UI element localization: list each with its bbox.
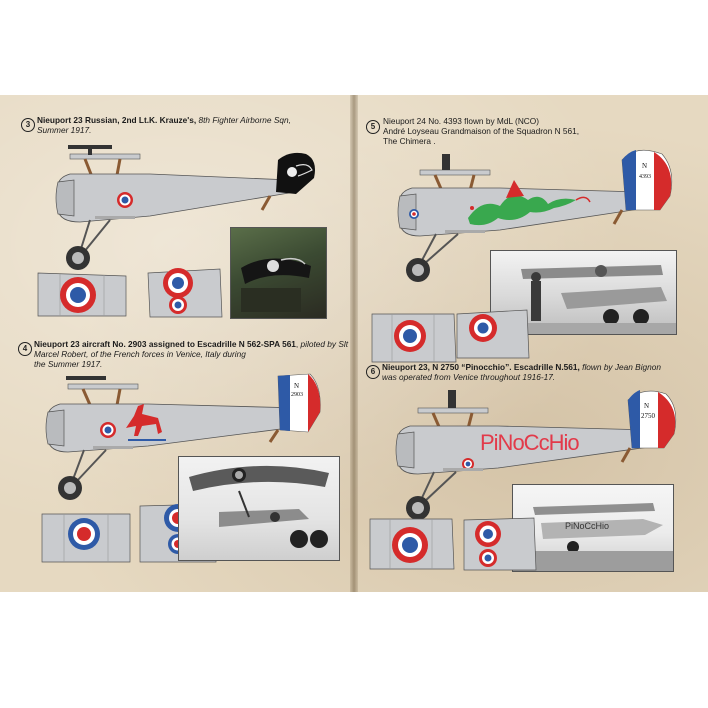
profile-4-title: Nieuport 23 aircraft No. 2903 assigned to Escadrille N 562-SPA 561 <box>34 339 296 349</box>
photo-3-tail-detail <box>230 227 327 319</box>
profile-number-4: 4 <box>18 342 32 356</box>
profile-6-rudder-serial: 2750 <box>641 412 655 420</box>
profile-number-3: 3 <box>21 118 35 132</box>
svg-text:2903: 2903 <box>291 392 303 398</box>
svg-text:N: N <box>294 382 300 390</box>
profile-6-rudder-n: N <box>644 402 650 410</box>
profile-5-caption <box>383 116 683 146</box>
photo-4-aircraft <box>178 456 340 561</box>
profile-5-line2: André Loyseau Grandmaison of the Squadron N 561, <box>383 126 580 136</box>
page-spine <box>350 95 358 592</box>
profile-5-rudder-serial: 4393 <box>639 174 651 180</box>
profile-4-detail2: the Summer 1917. <box>34 359 103 369</box>
profile-3-detail2: Summer 1917. <box>37 125 92 135</box>
profile-3-detail: 8th Fighter Airborne Sqn, <box>198 115 291 125</box>
svg-text:PiNoCcHio: PiNoCcHio <box>565 521 610 531</box>
profile-number-5: 5 <box>366 120 380 134</box>
wing-panel-6b <box>462 514 537 574</box>
wing-panel-4a <box>42 510 132 565</box>
profile-6-detail: flown by Jean Bignon <box>582 362 662 372</box>
wing-panel-3a <box>38 268 128 318</box>
profile-5-rudder-n: N <box>642 162 648 170</box>
profile-3-caption <box>37 115 337 135</box>
profile-4-caption: Nieuport 23 aircraft No. 2903 assigned to Escadrille N 562-SPA 561, piloted by Slt Marcel Robert, of the French forces in Venice, Italy during the Summer 1917. <box>34 339 349 369</box>
profile-number-6: 6 <box>366 365 380 379</box>
wing-panel-3b <box>148 265 223 320</box>
wing-panel-5a <box>372 310 457 365</box>
profile-6-title: Nieuport 23, N 2750 “Pinocchio”. Escadrille N.561, <box>382 362 580 372</box>
wing-panel-5b <box>455 306 530 361</box>
profile-5-line1: Nieuport 24 No. 4393 flown by MdL (NCO) <box>383 116 540 126</box>
profile-3-title: Nieuport 23 Russian, 2nd Lt.K. Krauze's, <box>37 115 197 125</box>
wing-panel-6a <box>370 515 455 573</box>
profile-6-caption <box>382 362 692 382</box>
pinocchio-nose-art: PiNoCcHio <box>480 430 579 455</box>
profile-4-detail: piloted by Slt Marcel Robert, of the French forces in Venice, Italy during <box>34 339 349 359</box>
profile-5-line3: The Chimera . <box>383 136 436 146</box>
profile-6-detail2: was operated from Venice throughout 1916-17. <box>382 372 556 382</box>
